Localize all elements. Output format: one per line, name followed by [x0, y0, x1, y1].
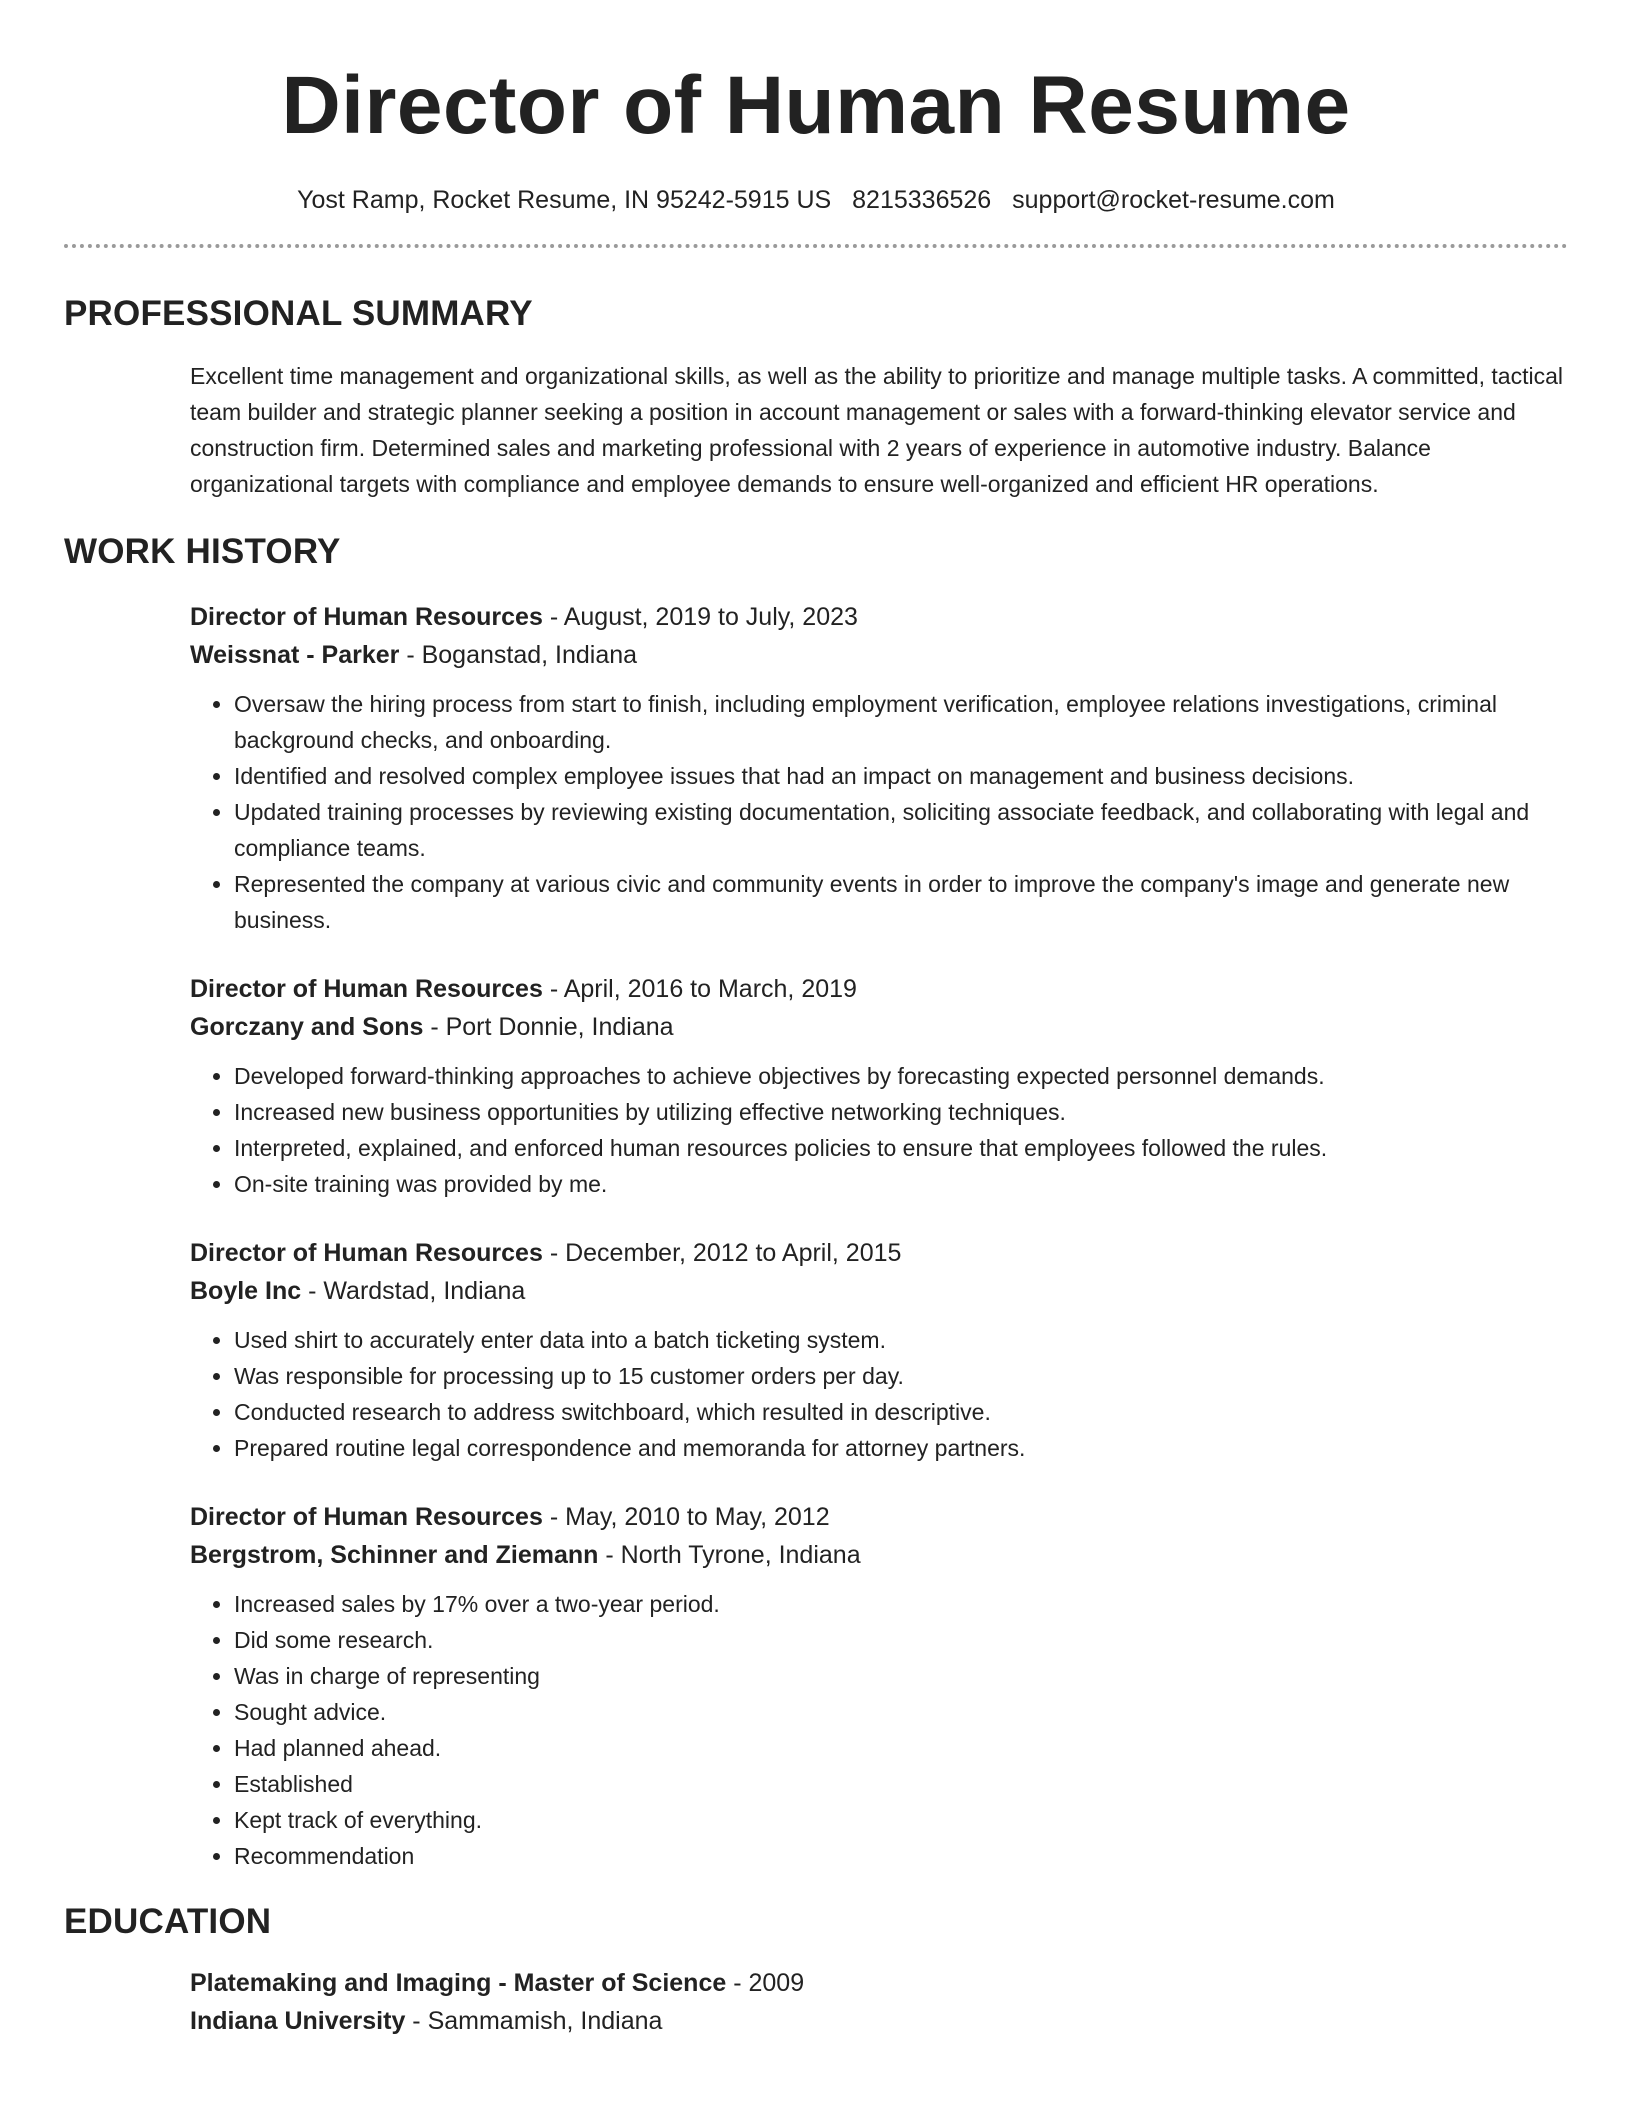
job-bullet: • Developed forward-thinking approaches to achieve objectives by forecasting expected personnel demands. [234, 1058, 1568, 1094]
education-school-line [190, 2002, 1568, 2040]
job-bullet: • Prepared routine legal correspondence and memoranda for attorney partners. [234, 1430, 1568, 1466]
education-entry [190, 1964, 1568, 2040]
job-role: Director of Human Resources [190, 1239, 543, 1267]
job-entry [190, 598, 1568, 938]
education-degree-line [190, 1964, 1568, 2002]
job-company-line [190, 1272, 1568, 1310]
job-bullet: • Recommendation [234, 1838, 1568, 1874]
job-role: Director of Human Resources [190, 603, 543, 631]
job-bullet: • Established [234, 1766, 1568, 1802]
job-bullets [190, 1058, 1568, 1202]
education-year: - 2009 [726, 1969, 805, 1997]
resume-title: Director of Human Resume [281, 60, 1351, 151]
job-company-line [190, 1008, 1568, 1046]
job-bullets [190, 686, 1568, 938]
job-dates: - April, 2016 to March, 2019 [542, 975, 857, 1003]
job-company-line [190, 636, 1568, 674]
job-company-line [190, 1536, 1568, 1574]
job-bullet: • Was in charge of representing [234, 1658, 1568, 1694]
job-bullets [190, 1322, 1568, 1466]
job-bullet: • Used shirt to accurately enter data into a batch ticketing system. [234, 1322, 1568, 1358]
job-entry [190, 970, 1568, 1202]
resume-page [64, 0, 1568, 2040]
job-company: Gorczany and Sons [190, 1013, 424, 1041]
job-role-line [190, 1234, 1568, 1272]
job-company: Bergstrom, Schinner and Ziemann [190, 1541, 599, 1569]
job-bullets [190, 1586, 1568, 1874]
education-list [190, 1964, 1568, 2040]
job-bullet: • Identified and resolved complex employee issues that had an impact on management and business decisions. [234, 758, 1568, 794]
contact-info [64, 184, 1568, 216]
job-bullet: • Sought advice. [234, 1694, 1568, 1730]
job-bullet: • Interpreted, explained, and enforced human resources policies to ensure that employees followed the rules. [234, 1130, 1568, 1166]
job-entry [190, 1234, 1568, 1466]
job-location: - Port Donnie, Indiana [423, 1013, 674, 1041]
job-location: - Wardstad, Indiana [301, 1277, 526, 1305]
education-location: - Sammamish, Indiana [405, 2007, 663, 2035]
summary-heading: PROFESSIONAL SUMMARY [64, 294, 533, 333]
job-dates: - May, 2010 to May, 2012 [542, 1503, 830, 1531]
job-bullet: • Had planned ahead. [234, 1730, 1568, 1766]
job-dates: - December, 2012 to April, 2015 [542, 1239, 902, 1267]
job-bullet: • Oversaw the hiring process from start to finish, including employment verification, employee relations investigations, criminal background checks, and onboarding. [234, 686, 1568, 758]
job-bullet: • Updated training processes by reviewing existing documentation, soliciting associate feedback, and collaborating with legal and compliance teams. [234, 794, 1568, 866]
contact-address: Yost Ramp, Rocket Resume, IN 95242-5915 US [297, 186, 832, 214]
job-location: - North Tyrone, Indiana [598, 1541, 861, 1569]
job-company: Weissnat - Parker [190, 641, 400, 669]
job-role-line [190, 598, 1568, 636]
job-role: Director of Human Resources [190, 1503, 543, 1531]
job-location: - Boganstad, Indiana [399, 641, 638, 669]
contact-phone: 8215336526 [852, 186, 992, 214]
job-bullet: • Increased new business opportunities by utilizing effective networking techniques. [234, 1094, 1568, 1130]
contact-email[interactable]: support@rocket-resume.com [1012, 186, 1335, 214]
job-bullet: • Increased sales by 17% over a two-year period. [234, 1586, 1568, 1622]
job-company: Boyle Inc [190, 1277, 302, 1305]
work-history-heading: WORK HISTORY [64, 532, 341, 571]
job-bullet: • Was responsible for processing up to 15 customer orders per day. [234, 1358, 1568, 1394]
job-role-line [190, 970, 1568, 1008]
job-bullet: • On-site training was provided by me. [234, 1166, 1568, 1202]
job-role: Director of Human Resources [190, 975, 543, 1003]
education-degree: Platemaking and Imaging - Master of Science [190, 1969, 727, 1997]
work-history-list [190, 598, 1568, 1874]
education-heading: EDUCATION [64, 1902, 272, 1941]
header-divider [64, 244, 1568, 248]
job-bullet: • Did some research. [234, 1622, 1568, 1658]
education-school: Indiana University [190, 2007, 406, 2035]
job-entry [190, 1498, 1568, 1874]
job-bullet: • Conducted research to address switchboard, which resulted in descriptive. [234, 1394, 1568, 1430]
job-bullet: • Represented the company at various civic and community events in order to improve the company's image and generate new business. [234, 866, 1568, 938]
job-role-line [190, 1498, 1568, 1536]
job-bullet: • Kept track of everything. [234, 1802, 1568, 1838]
job-dates: - August, 2019 to July, 2023 [542, 603, 858, 631]
summary-text: Excellent time management and organizational skills, as well as the ability to prioritize and manage multiple tasks. A committed, tactical team builder and strategic planner seeking a position in account management or sales with a forward-thinking elevator service and construction firm. Determined sales and marketing professional with 2 years of experience in automotive industry. Balance organizational targets with compliance and employee demands to ensure well-organized and efficient HR operations. [190, 363, 1563, 497]
